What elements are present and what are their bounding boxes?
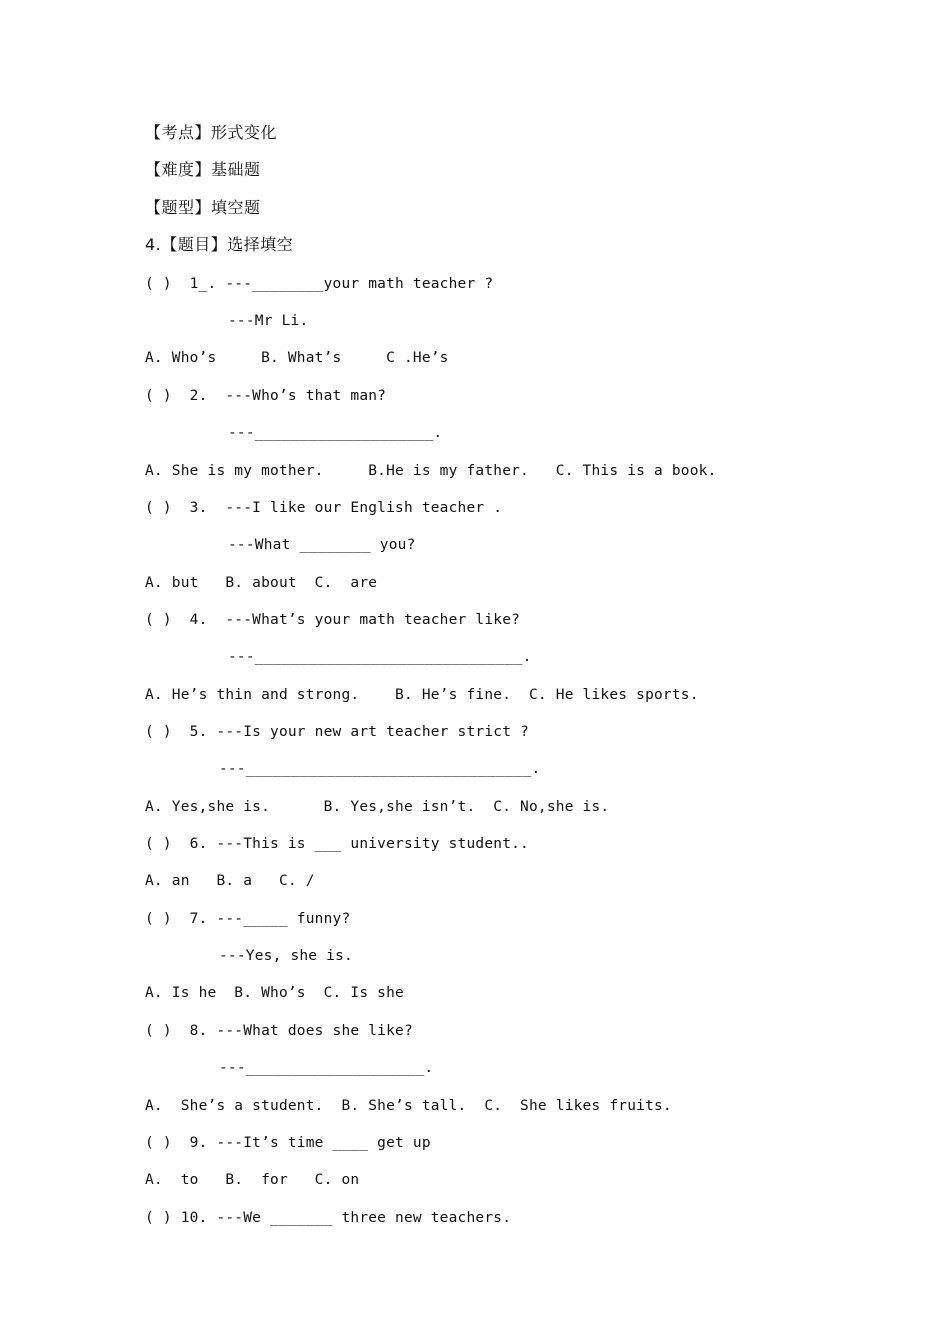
question-1-options: A. Who’s B. What’s C .He’s <box>145 350 449 366</box>
tixing-line: 【题型】填空题 <box>145 198 261 217</box>
question-3-answer: ---What ________ you? <box>228 537 416 553</box>
question-7-options: A. Is he B. Who’s C. Is she <box>145 985 404 1001</box>
question-3: ( ) 3. ---I like our English teacher . <box>145 500 503 516</box>
kaodian-line: 【考点】形式变化 <box>145 123 278 142</box>
question-7: ( ) 7. ---_____ funny? <box>145 911 351 927</box>
nandu-line: 【难度】基础题 <box>145 160 261 179</box>
timu-line: 4.【题目】选择填空 <box>145 235 294 254</box>
question-8: ( ) 8. ---What does she like? <box>145 1023 413 1039</box>
question-7-answer: ---Yes, she is. <box>219 948 353 964</box>
question-1: ( ) 1_. ---________your math teacher ? <box>145 276 494 292</box>
question-9: ( ) 9. ---It’s time ____ get up <box>145 1135 431 1151</box>
question-2: ( ) 2. ---Who’s that man? <box>145 388 387 404</box>
question-5: ( ) 5. ---Is your new art teacher strict ? <box>145 724 529 740</box>
question-9-options: A. to B. for C. on <box>145 1172 360 1188</box>
question-4-answer: ---______________________________. <box>228 649 532 665</box>
question-2-options: A. She is my mother. B.He is my father. C. This is a book. <box>145 463 717 479</box>
question-4-options: A. He’s thin and strong. B. He’s fine. C. He likes sports. <box>145 687 699 703</box>
question-8-answer: ---____________________. <box>219 1060 434 1076</box>
question-1-answer: ---Mr Li. <box>228 313 309 329</box>
question-4: ( ) 4. ---What’s your math teacher like? <box>145 612 521 628</box>
question-3-options: A. but B. about C. are <box>145 575 378 591</box>
question-5-answer: ---________________________________. <box>219 761 541 777</box>
question-2-answer: ---____________________. <box>228 425 443 441</box>
question-5-options: A. Yes,she is. B. Yes,she isn’t. C. No,she is. <box>145 799 610 815</box>
question-6: ( ) 6. ---This is ___ university student.. <box>145 836 529 852</box>
question-10: ( ) 10. ---We _______ three new teachers. <box>145 1210 512 1226</box>
question-8-options: A. She’s a student. B. She’s tall. C. She likes fruits. <box>145 1098 672 1114</box>
question-6-options: A. an B. a C. / <box>145 873 315 889</box>
